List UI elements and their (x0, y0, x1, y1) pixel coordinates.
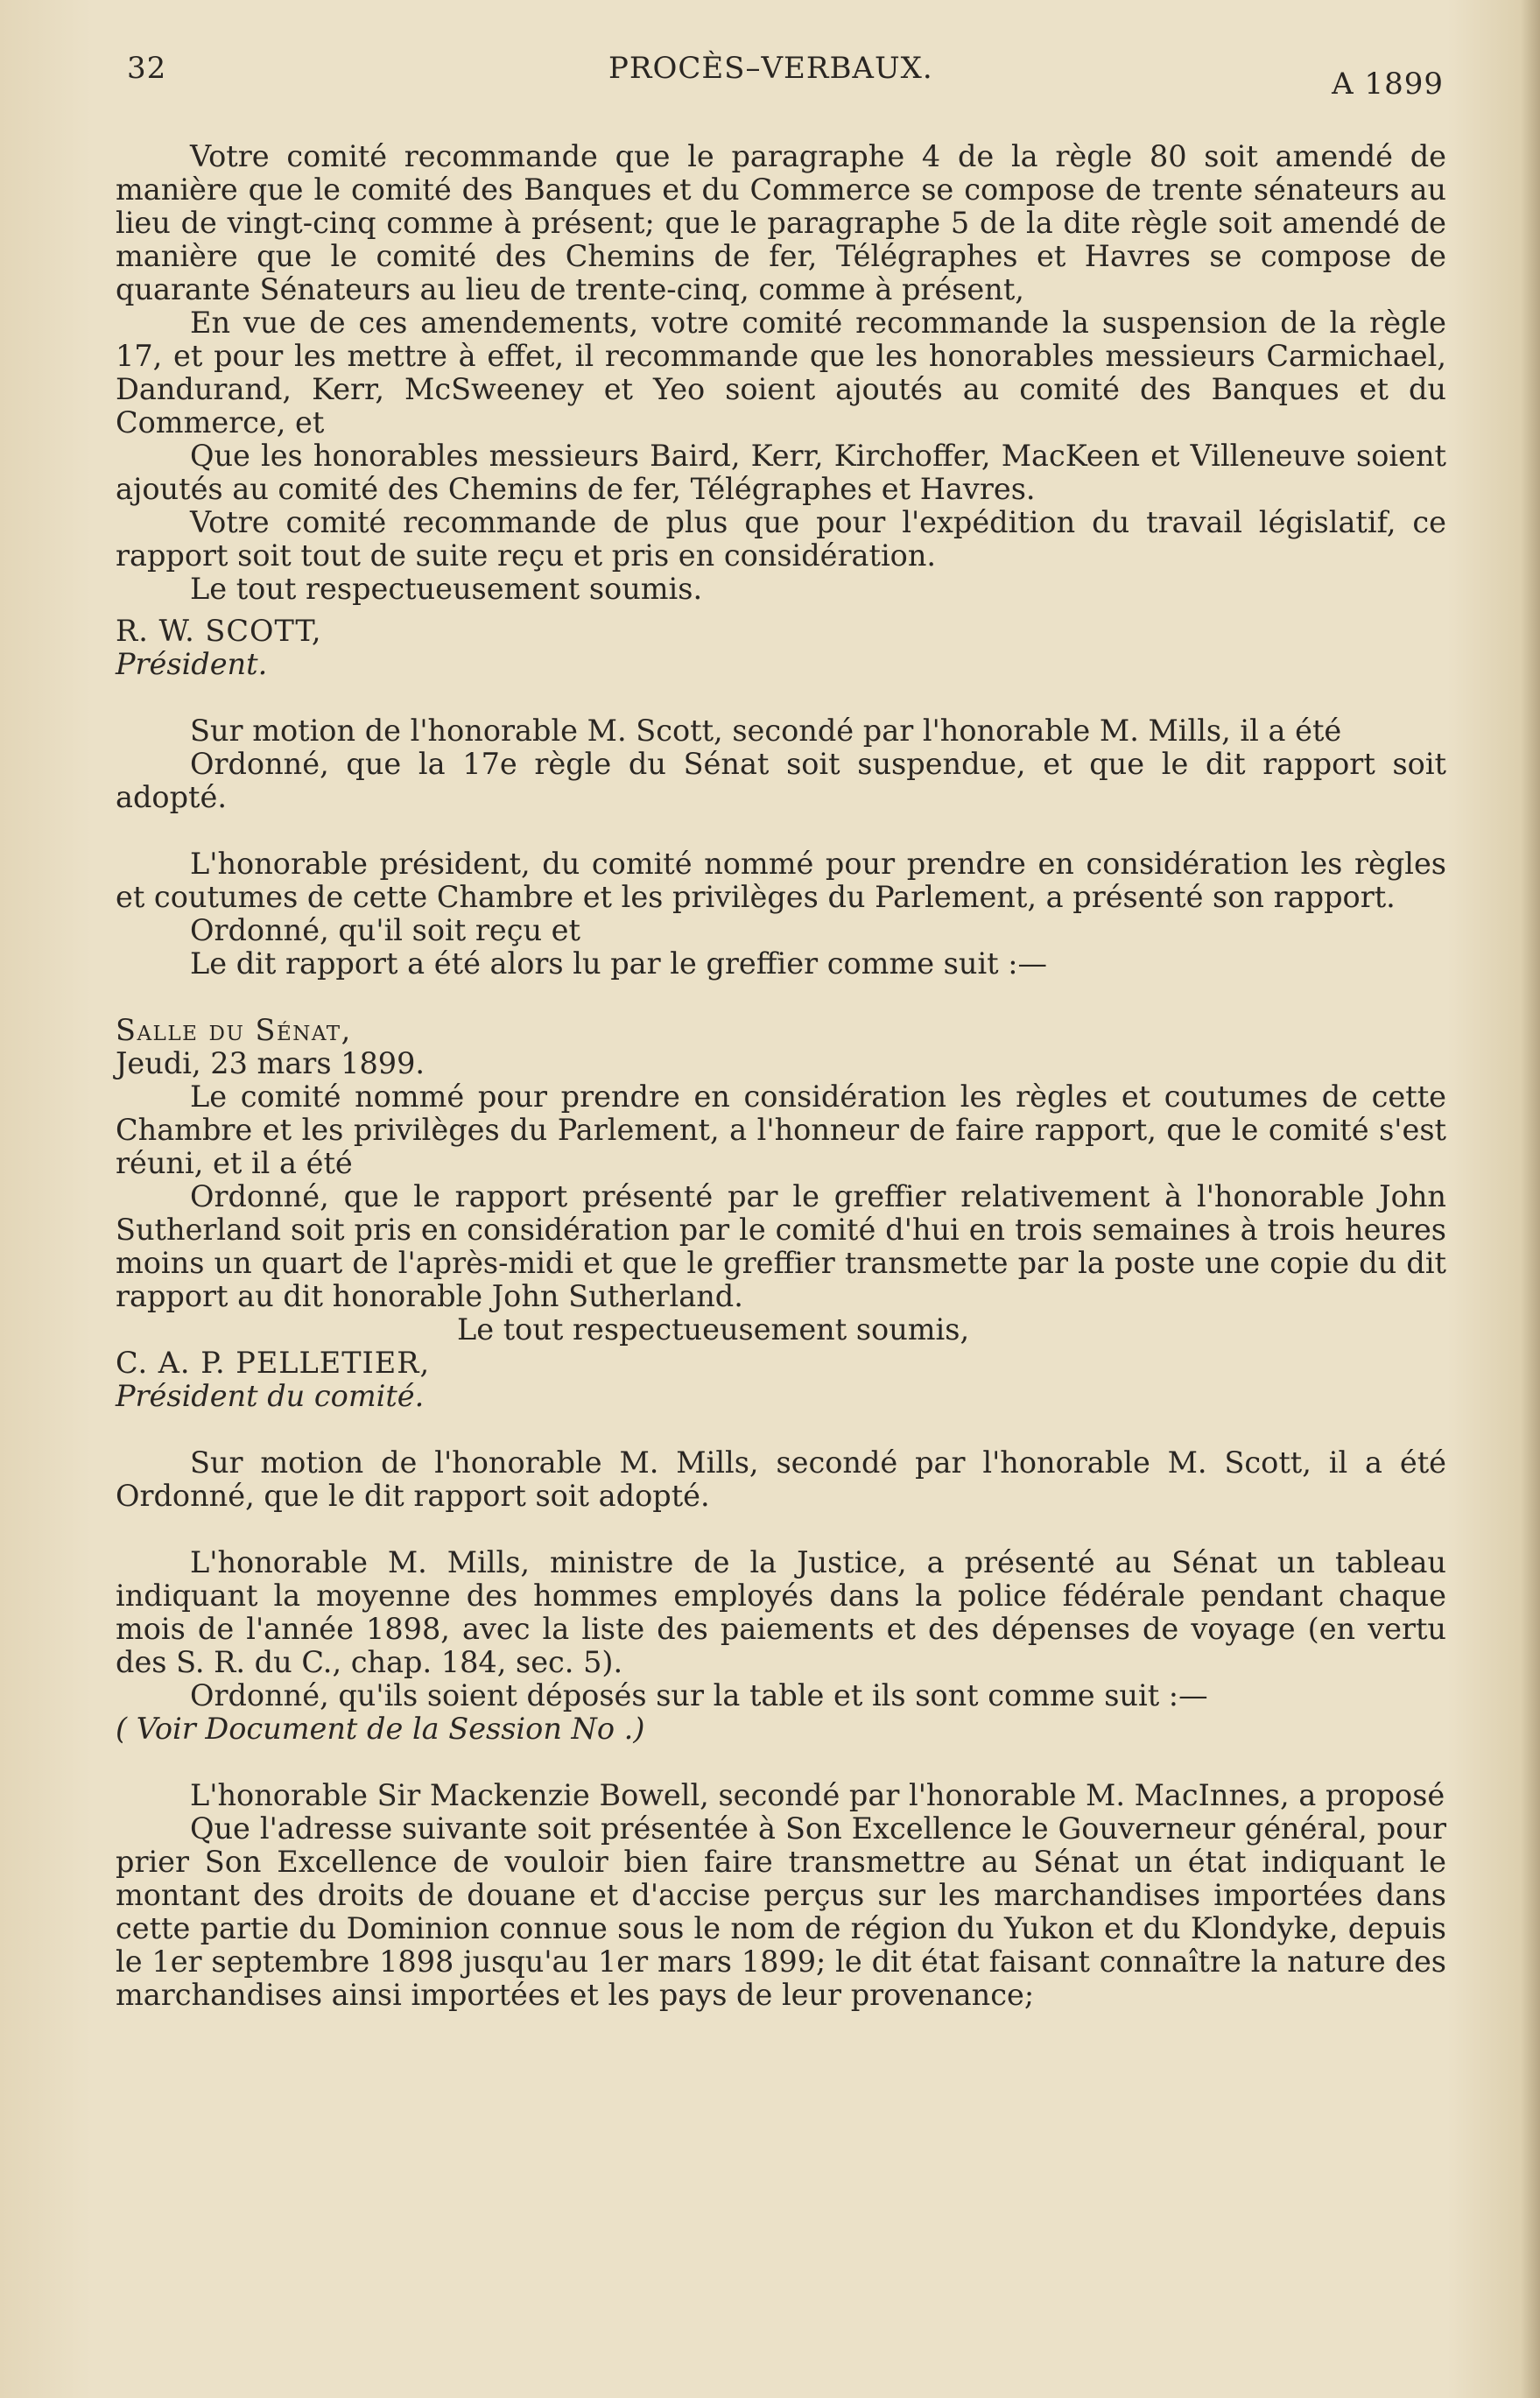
paragraph: Le tout respectueusement soumis. (190, 572, 703, 606)
paragraph: Votre comité recommande que le paragraphe 4 de la règle 80 soit amendé de manière que le comité des Banques et du Commerce se compose de trente sénateurs au lieu de vingt-cinq comme à présent; que le paragraphe 5 de la dite règle soit amendé de manière que le comité des Chemins de fer, Télégraphes et Havres se compose de quarante Sénateurs au lieu de trente-cinq, comme à présent, (116, 139, 1446, 306)
session-year: A 1899 (1332, 67, 1444, 102)
paragraph: Votre comité recommande de plus que pour l'expédition du travail législatif, ce rapport soit tout de suite reçu et pris en considération. (116, 505, 1446, 573)
signature-role: Président du comité. (116, 1379, 425, 1413)
page-edge-shadow (1521, 0, 1540, 2398)
paragraph: Le dit rapport a été alors lu par le greffier comme suit :— (190, 946, 1048, 981)
paragraph: Que les honorables messieurs Baird, Kerr, Kirchoffer, MacKeen et Villeneuve soient ajoutés au comité des Chemins de fer, Télégraphes et Havres. (116, 439, 1446, 506)
paragraph: Que l'adresse suivante soit présentée à Son Excellence le Gouverneur général, pour prier Son Excellence de vouloir bien faire transmettre au Sénat un état indiquant le montant des droits de douane et d'accise perçus sur les marchandises importées dans cette partie du Dominion connue sous le nom de région du Yukon et du Klondyke, depuis le 1er septembre 1898 jusqu'au 1er mars 1899; le dit état faisant connaître la nature des marchandises ainsi importées et les pays de leur provenance; (116, 1811, 1446, 2012)
spacer (116, 814, 1446, 847)
document-reference: ( Voir Document de la Session No .) (116, 1712, 645, 1746)
paragraph: L'honorable président, du comité nommé pour prendre en considération les règles et coutumes de cette Chambre et les privilèges du Parlement, a présenté son rapport. (116, 847, 1446, 914)
spacer (116, 1746, 1446, 1779)
spacer (116, 1513, 1446, 1546)
paragraph: Sur motion de l'honorable M. Scott, secondé par l'honorable M. Mills, il a été (190, 714, 1342, 748)
paragraph: L'honorable Sir Mackenzie Bowell, secondé par l'honorable M. MacInnes, a proposé (190, 1778, 1445, 1812)
signature-name: R. W. SCOTT, (116, 614, 322, 648)
page-header (127, 51, 1452, 103)
paragraph: L'honorable M. Mills, ministre de la Justice, a présenté au Sénat un tableau indiquant la moyenne des hommes employés dans la police fédérale pendant chaque mois de l'année 1898, avec la liste des paiements et des dépenses de voyage (en vertu des S. R. du C., chap. 184, sec. 5). (116, 1545, 1446, 1679)
paragraph: En vue de ces amendements, votre comité recommande la suspension de la règle 17, et pour les mettre à effet, il recommande que les honorables messieurs Carmichael, Dandurand, Kerr, McSweeney et Yeo soient ajoutés au comité des Banques et du Commerce, et (116, 306, 1446, 440)
spacer (116, 681, 1446, 714)
report-place: Salle du Sénat, (116, 1013, 352, 1047)
signature-role: Président. (116, 647, 268, 681)
signature-name: C. A. P. PELLETIER, (116, 1346, 431, 1380)
page-number: 32 (127, 51, 167, 86)
report-date: Jeudi, 23 mars 1899. (116, 1046, 425, 1080)
running-title: PROCÈS–VERBAUX. (608, 51, 933, 86)
paragraph: Ordonné, qu'ils soient déposés sur la table et ils sont comme suit :— (190, 1678, 1208, 1712)
paragraph: Ordonné, que le rapport présenté par le greffier relativement à l'honorable John Sutherland soit pris en considération par le comité d'hui en trois semaines à trois heures moins un quart de l'après-midi et que le greffier transmette par la poste une copie du dit rapport au dit honorable John Sutherland. (116, 1179, 1446, 1313)
paragraph: Ordonné, qu'il soit reçu et (190, 913, 580, 947)
spacer (116, 1413, 1446, 1446)
paragraph: Ordonné, que la 17e règle du Sénat soit suspendue, et que le dit rapport soit adopté. (116, 747, 1446, 814)
paragraph: Le tout respectueusement soumis, (457, 1312, 970, 1347)
paragraph: Le comité nommé pour prendre en considération les règles et coutumes de cette Chambre et les privilèges du Parlement, a l'honneur de faire rapport, que le comité s'est réuni, et il a été (116, 1079, 1446, 1180)
page-body (116, 140, 1446, 2012)
paragraph: Sur motion de l'honorable M. Mills, secondé par l'honorable M. Scott, il a été Ordonné, que le dit rapport soit adopté. (116, 1445, 1446, 1513)
spacer (116, 981, 1446, 1014)
